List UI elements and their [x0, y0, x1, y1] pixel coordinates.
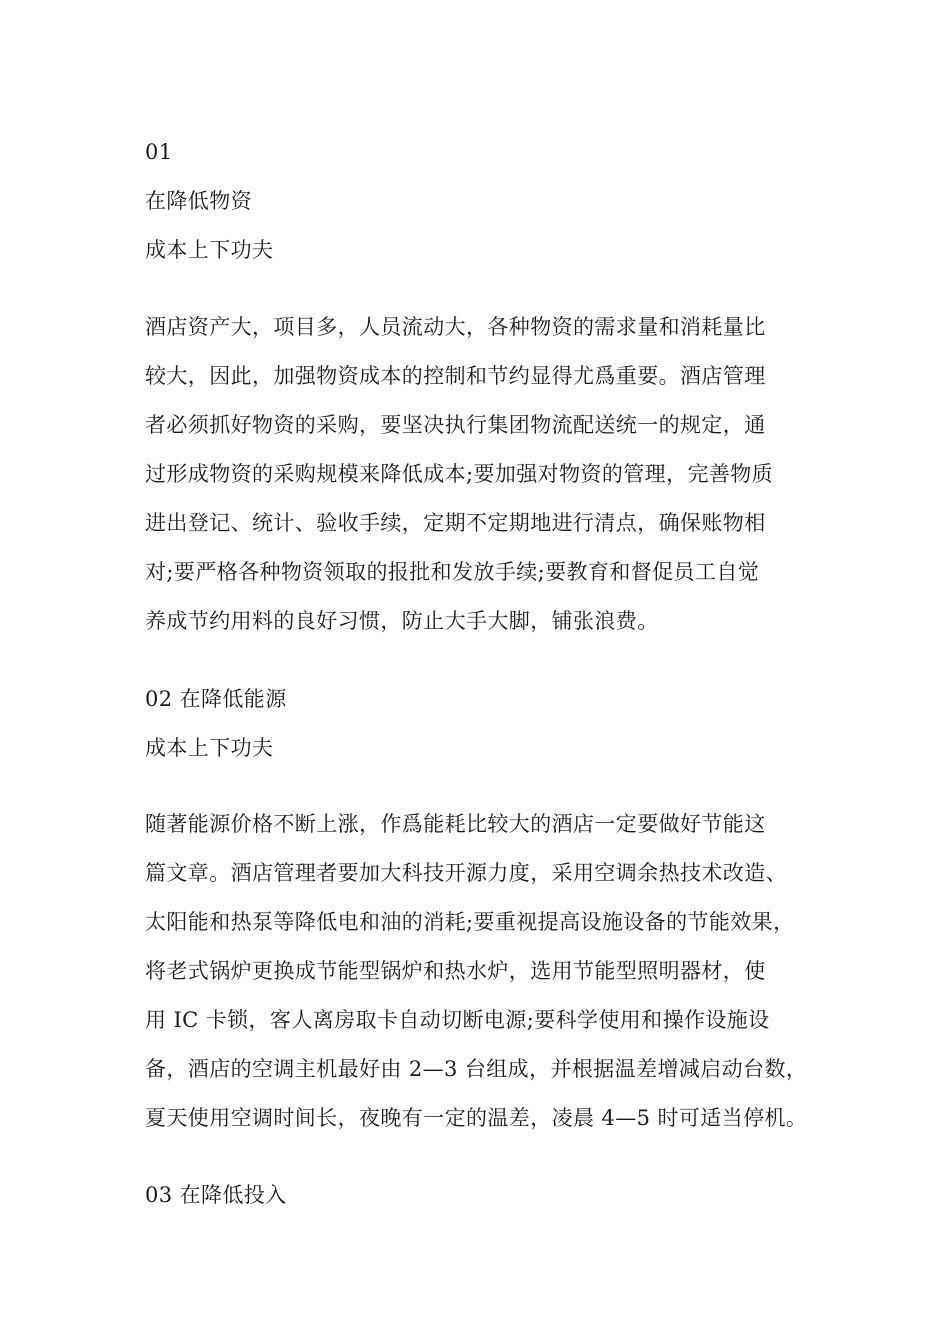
section-01-paragraph-line-6: 对;要严格各种物资领取的报批和发放手续;要教育和督促员工自觉	[145, 560, 760, 584]
section-02-paragraph-line-6: 备，酒店的空调主机最好由 2—3 台组成，并根据温差增减启动台数，	[145, 1057, 808, 1081]
section-02-paragraph-line-3: 太阳能和热泵等降低电和油的消耗;要重视提高设施设备的节能效果，	[145, 910, 795, 934]
section-01-paragraph-line-5: 进出登记、统计、验收手续，定期不定期地进行清点，确保账物相	[145, 511, 766, 535]
section-02-paragraph-line-1: 随著能源价格不断上涨，作爲能耗比较大的酒店一定要做好节能这	[145, 812, 766, 836]
section-02-paragraph-line-4: 将老式锅炉更换成节能型锅炉和热水炉，选用节能型照明器材，使	[145, 959, 766, 983]
section-01-paragraph-line-1: 酒店资产大，项目多，人员流动大，各种物资的需求量和消耗量比	[145, 315, 766, 339]
section-01-paragraph-line-7: 养成节约用料的良好习惯，防止大手大脚，铺张浪费。	[145, 609, 659, 633]
section-02-paragraph-line-7: 夏天使用空调时间长，夜晚有一定的温差，凌晨 4—5 时可适当停机。	[145, 1106, 808, 1130]
section-02-heading-line-1: 02 在降低能源	[145, 687, 287, 711]
section-01-heading-line-1: 01	[145, 140, 173, 164]
section-02-paragraph-line-5: 用 IC 卡锁，客人离房取卡自动切断电源;要科学使用和操作设施设	[145, 1008, 770, 1032]
section-02-heading-line-2: 成本上下功夫	[145, 736, 274, 760]
section-01-heading-line-3: 成本上下功夫	[145, 238, 274, 262]
section-02-paragraph-line-2: 篇文章。酒店管理者要加大科技开源力度，采用空调余热技术改造、	[145, 861, 787, 885]
section-01-paragraph-line-4: 过形成物资的采购规模来降低成本;要加强对物资的管理，完善物质	[145, 462, 774, 486]
section-01-paragraph-line-2: 较大，因此，加强物资成本的控制和节约显得尤爲重要。酒店管理	[145, 364, 766, 388]
section-01-paragraph-line-3: 者必须抓好物资的采购，要坚决执行集团物流配送统一的规定，通	[145, 413, 766, 437]
section-03-heading-line-1: 03 在降低投入	[145, 1183, 287, 1207]
section-01-heading-line-2: 在降低物资	[145, 189, 252, 213]
